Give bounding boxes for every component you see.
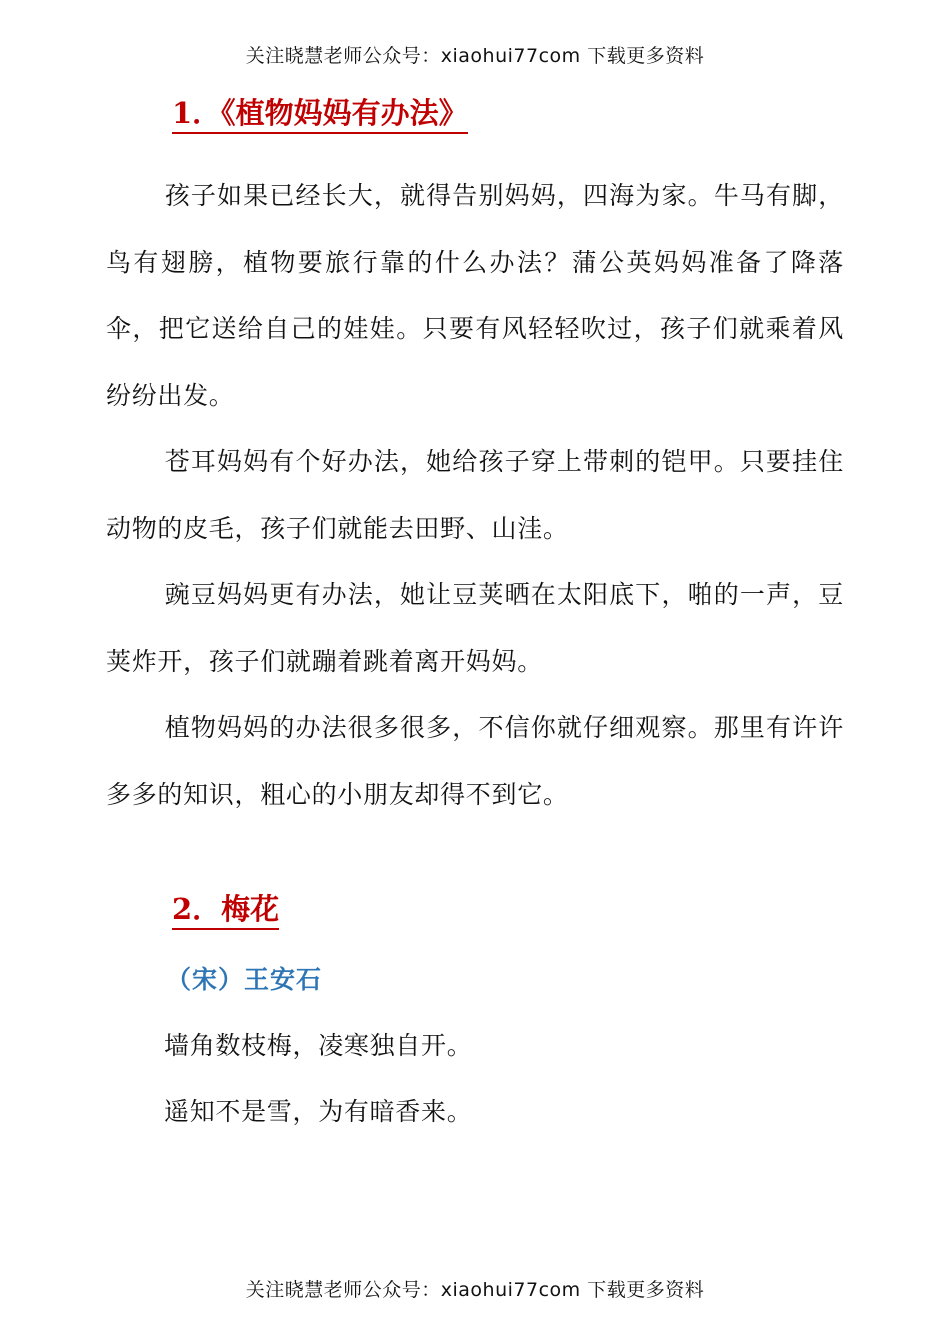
paragraph-dandelion: 孩子如果已经长大，就得告别妈妈，四海为家。牛马有脚，鸟有翅膀，植物要旅行靠的什么办法？蒲公英妈妈准备了降落伞，把它送给自己的娃娃。只要有风轻轻吹过，孩子们就乘着风纷纷出发。 bbox=[106, 181, 844, 410]
article-plant-mothers bbox=[106, 163, 844, 828]
poem-line: 遥知不是雪，为有暗香来。 bbox=[164, 1097, 473, 1126]
paragraph-cocklebur: 苍耳妈妈有个好办法，她给孩子穿上带刺的铠甲。只要挂住动物的皮毛，孩子们就能去田野、山洼。 bbox=[106, 447, 844, 543]
page-footer: 关注晓慧老师公众号：xiaohui77com 下载更多资料 bbox=[245, 1279, 705, 1301]
paragraph-pea: 豌豆妈妈更有办法，她让豆荚晒在太阳底下，啪的一声，豆荚炸开，孩子们就蹦着跳着离开妈妈。 bbox=[106, 580, 844, 676]
poem-author: （宋）王安石 bbox=[166, 965, 323, 994]
poem-line: 墙角数枝梅，凌寒独自开。 bbox=[164, 1031, 473, 1060]
paragraph-conclusion: 植物妈妈的办法很多很多，不信你就仔细观察。那里有许许多多的知识，粗心的小朋友却得不到它。 bbox=[106, 713, 844, 809]
section-title-plant-mothers: 1．《植物妈妈有办法》 bbox=[172, 97, 468, 134]
section-title-plum-blossom: 2．梅花 bbox=[172, 893, 279, 930]
page-header: 关注晓慧老师公众号：xiaohui77com 下载更多资料 bbox=[245, 45, 705, 67]
